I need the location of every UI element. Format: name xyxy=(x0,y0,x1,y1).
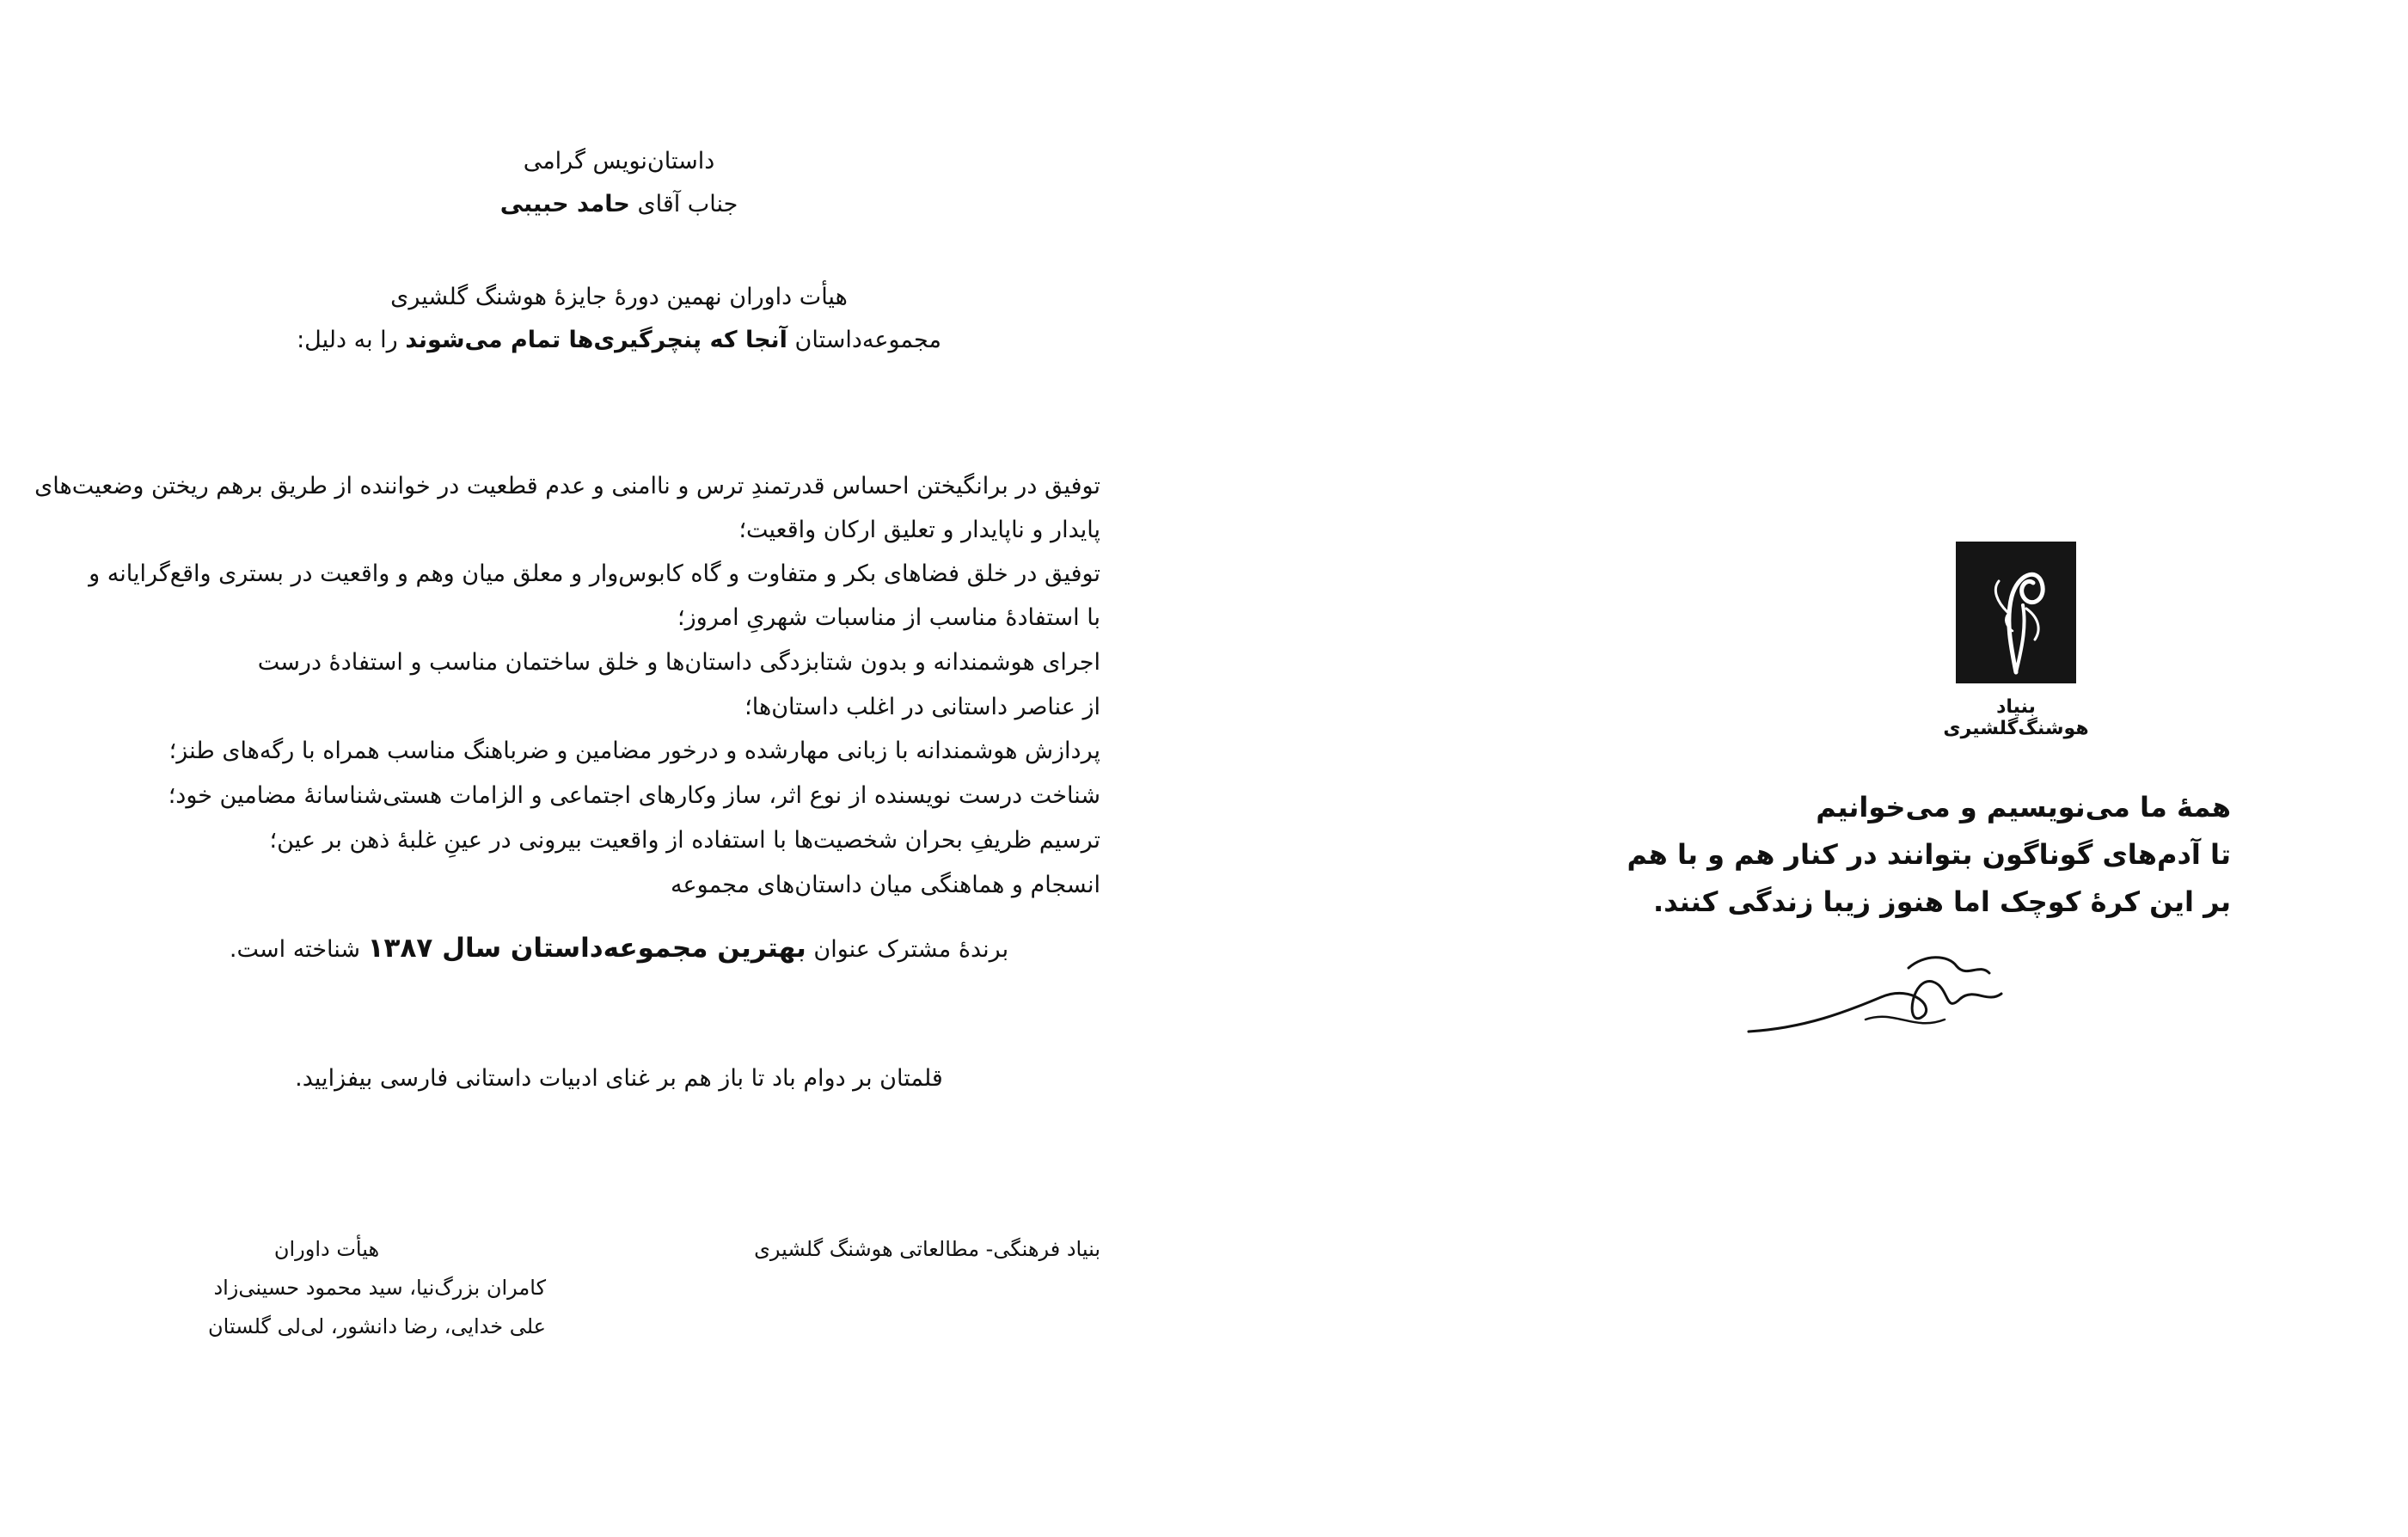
salutation: داستان‌نویس گرامی xyxy=(523,148,715,175)
collection-prefix: مجموعه‌داستان xyxy=(794,327,941,353)
award-line xyxy=(230,933,1008,965)
reason-line: پایدار و ناپایدار و تعلیق ارکان واقعیت؛ xyxy=(738,517,1100,543)
reason-line: پردازش هوشمندانه با زبانی مهارشده و درخور مضامین و ضرباهنگ مناسب همراه با رگه‌های طنز؛ xyxy=(168,738,1100,764)
motto-line-3: بر این کرهٔ کوچک اما هنوز زیبا زندگی کنند. xyxy=(1652,885,2231,918)
logo-caption: بنیاد هوشنگ‌گلشیری xyxy=(1943,696,2089,739)
recipient xyxy=(500,189,738,220)
award-prefix: برندهٔ مشترک عنوان xyxy=(813,936,1009,963)
collection-line xyxy=(297,325,941,356)
recipient-prefix: جناب آقای xyxy=(637,191,738,217)
signature xyxy=(1745,937,2020,1040)
foundation-name: بنیاد فرهنگی- مطالعاتی هوشنگ گلشیری xyxy=(754,1237,1100,1261)
foundation-panel xyxy=(1627,542,2313,1100)
jury-members-1: کامران بزرگ‌نیا، سید محمود حسینی‌زاد xyxy=(213,1276,546,1300)
reason-line: از عناصر داستانی در اغلب داستان‌ها؛ xyxy=(744,694,1100,720)
reason-line: با استفادهٔ مناسب از مناسبات شهریِ امروز؛ xyxy=(677,604,1100,631)
foundation-logo xyxy=(1956,542,2076,683)
jury-members-2: علی خدایی، رضا دانشور، لی‌لی گلستان xyxy=(208,1314,546,1338)
closing-line: قلمتان بر دوام باد تا باز هم بر غنای ادبیات داستانی فارسی بیفزایید. xyxy=(295,1065,943,1092)
jury-intro: هیأت داوران نهمین دورهٔ جایزهٔ هوشنگ گلشیری xyxy=(390,284,848,310)
reason-line: شناخت درست نویسنده از نوع اثر، ساز وکارهای اجتماعی و الزامات هستی‌شناسانهٔ مضامین خود؛ xyxy=(168,782,1100,809)
recipient-name: حامد حبیبی xyxy=(499,191,630,217)
reason-line: توفیق در خلق فضاهای بکر و متفاوت و گاه کابوس‌وار و معلق میان وهم و واقعیت در بستری واقع‌گرایانه و xyxy=(89,560,1100,587)
motto-line-2: تا آدم‌های گوناگون بتوانند در کنار هم و با هم xyxy=(1627,838,2231,871)
motto-line-1: همهٔ ما می‌نویسیم و می‌خوانیم xyxy=(1816,791,2231,824)
collection-suffix: را به دلیل: xyxy=(297,327,398,353)
reason-line: توفیق در برانگیختن احساس قدرتمندِ ترس و ناامنی و عدم قطعیت در خواننده از طریق برهم ریختن وضعیت‌های xyxy=(34,473,1100,499)
reason-line: ترسیم ظریفِ بحران شخصیت‌ها با استفاده از واقعیت بیرونی در عینِ غلبهٔ ذهن بر عین؛ xyxy=(269,827,1100,854)
award-letter xyxy=(34,146,1100,1393)
reason-line: انسجام و هماهنگی میان داستان‌های مجموعه xyxy=(671,872,1100,898)
reason-line: اجرای هوشمندانه و بدون شتابزدگی داستان‌ها و خلق ساختمان مناسب و استفادهٔ درست xyxy=(257,649,1100,676)
award-suffix: شناخته است. xyxy=(229,936,361,963)
award-title: بهترین مجموعه‌داستان سال ۱۳۸۷ xyxy=(367,933,806,964)
collection-title: آنجا که پنچرگیری‌ها تمام می‌شوند xyxy=(405,327,787,353)
jury-title: هیأت داوران xyxy=(273,1237,380,1261)
flame-figure-icon xyxy=(1956,542,2076,683)
